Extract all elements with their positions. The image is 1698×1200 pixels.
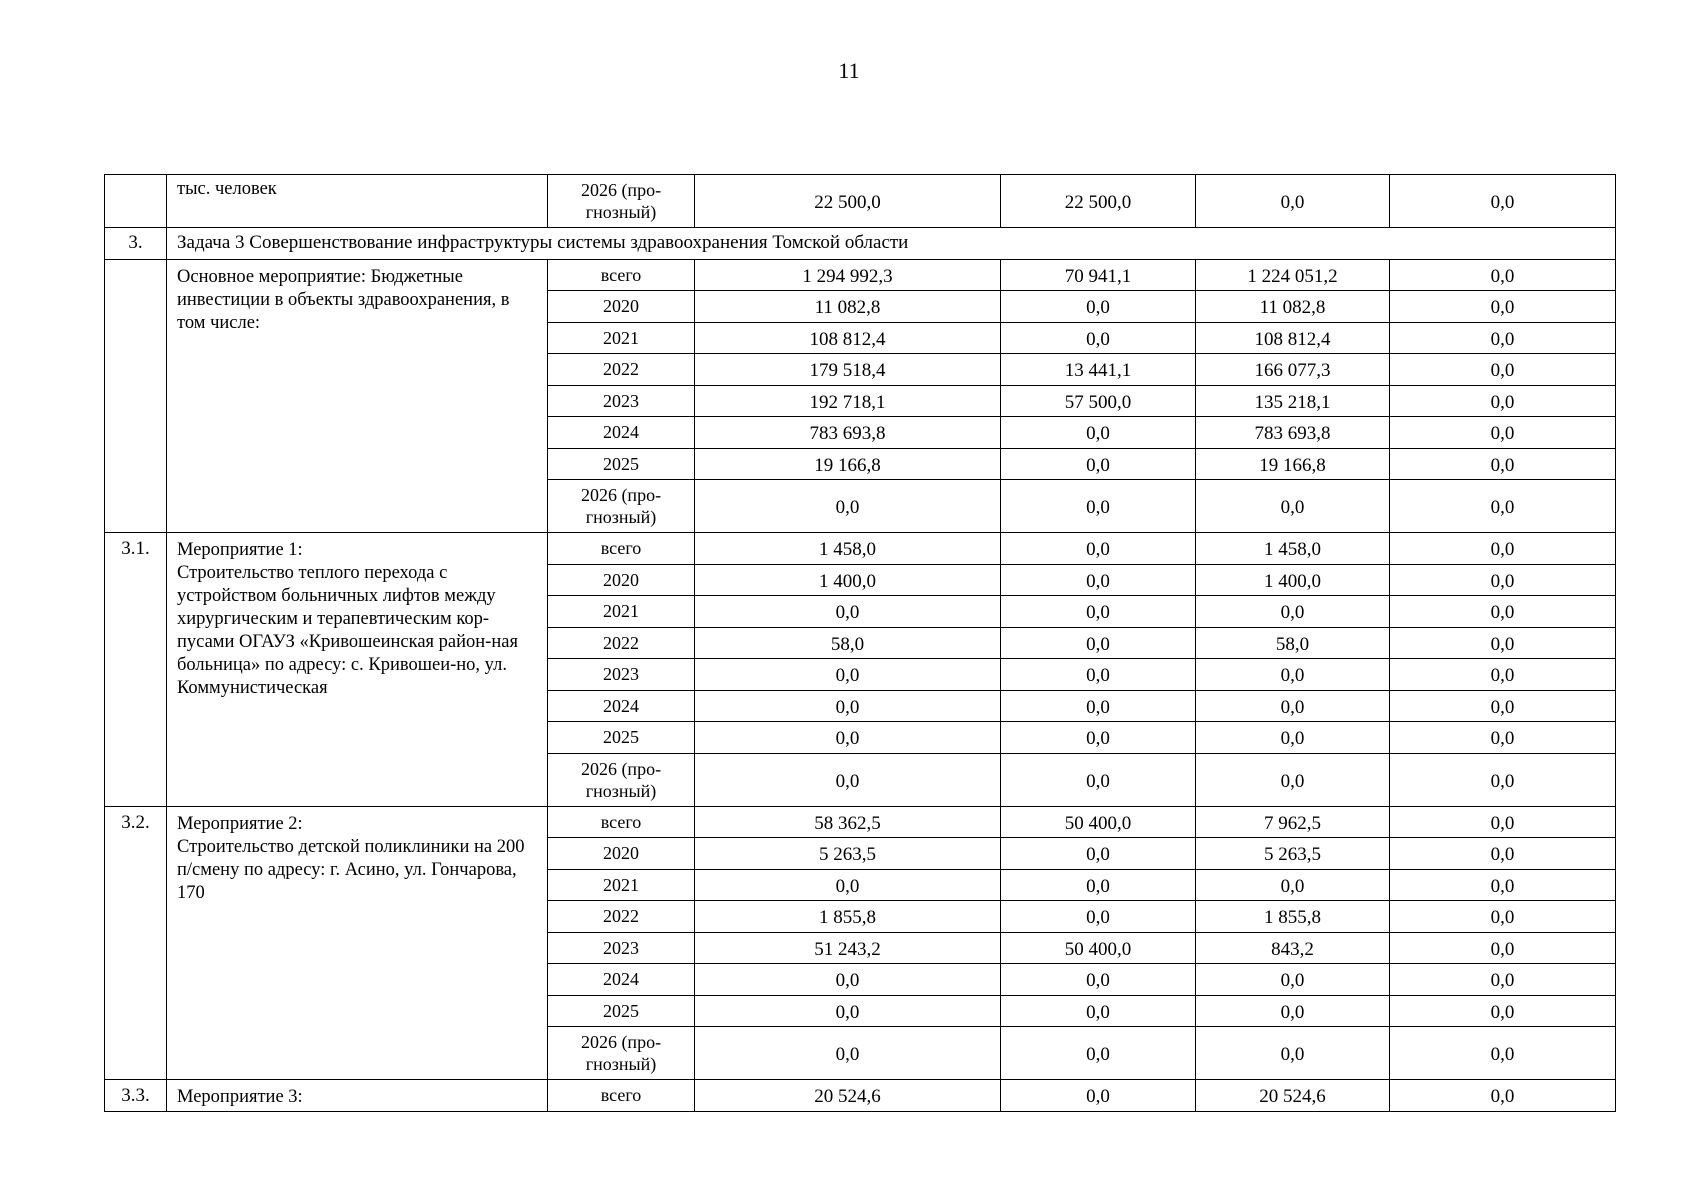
year-cell: 2021 <box>548 596 695 628</box>
year-cell: 2025 <box>548 722 695 754</box>
value-cell: 0,0 <box>1390 753 1616 806</box>
value-cell: 0,0 <box>1390 259 1616 291</box>
value-cell: 0,0 <box>1390 964 1616 996</box>
value-cell: 57 500,0 <box>1001 385 1196 417</box>
activity-name: Мероприятие 3: <box>167 1080 548 1112</box>
value-cell: 0,0 <box>1390 627 1616 659</box>
value-cell: 0,0 <box>1390 322 1616 354</box>
year-cell: 2024 <box>548 690 695 722</box>
year-cell: 2024 <box>548 964 695 996</box>
year-cell: 2026 (про- гнозный) <box>548 480 695 533</box>
value-cell: 1 400,0 <box>1196 564 1390 596</box>
value-cell: 108 812,4 <box>695 322 1001 354</box>
value-cell: 0,0 <box>695 659 1001 691</box>
value-cell: 70 941,1 <box>1001 259 1196 291</box>
value-cell: 0,0 <box>1001 690 1196 722</box>
value-cell: 0,0 <box>1196 175 1390 228</box>
year-cell: 2025 <box>548 995 695 1027</box>
row-number: 3.1. <box>105 533 167 807</box>
row-number <box>105 259 167 533</box>
value-cell: 0,0 <box>1001 753 1196 806</box>
value-cell: 0,0 <box>1001 659 1196 691</box>
value-cell: 0,0 <box>1390 533 1616 565</box>
value-cell: 50 400,0 <box>1001 932 1196 964</box>
value-cell: 0,0 <box>1390 480 1616 533</box>
value-cell: 0,0 <box>1196 722 1390 754</box>
year-cell: всего <box>548 259 695 291</box>
value-cell: 11 082,8 <box>695 291 1001 323</box>
year-cell: 2021 <box>548 869 695 901</box>
value-cell: 108 812,4 <box>1196 322 1390 354</box>
value-cell: 0,0 <box>695 596 1001 628</box>
value-cell: 0,0 <box>1390 291 1616 323</box>
value-cell: 1 458,0 <box>1196 533 1390 565</box>
table-row <box>105 175 1616 228</box>
task-title: Задача 3 Совершенствование инфраструктуры системы здравоохранения Томской области <box>167 228 1616 260</box>
value-cell: 20 524,6 <box>695 1080 1001 1112</box>
row-number: 3.3. <box>105 1080 167 1112</box>
value-cell: 0,0 <box>1196 596 1390 628</box>
year-cell: всего <box>548 533 695 565</box>
value-cell: 50 400,0 <box>1001 806 1196 838</box>
value-cell: 1 294 992,3 <box>695 259 1001 291</box>
row-number <box>105 175 167 228</box>
value-cell: 0,0 <box>695 722 1001 754</box>
value-cell: 1 224 051,2 <box>1196 259 1390 291</box>
value-cell: 0,0 <box>1390 806 1616 838</box>
value-cell: 0,0 <box>1001 417 1196 449</box>
year-cell: 2026 (про- гнозный) <box>548 753 695 806</box>
value-cell: 0,0 <box>1001 1080 1196 1112</box>
value-cell: 192 718,1 <box>695 385 1001 417</box>
value-cell: 0,0 <box>1390 659 1616 691</box>
value-cell: 0,0 <box>1390 596 1616 628</box>
activity-name: Основное мероприятие: Бюджетные инвестиции в объекты здравоохранения, в том числе: <box>167 259 548 533</box>
value-cell: 0,0 <box>1001 722 1196 754</box>
value-cell: 166 077,3 <box>1196 354 1390 386</box>
value-cell: 19 166,8 <box>1196 448 1390 480</box>
task-number: 3. <box>105 228 167 260</box>
value-cell: 58,0 <box>695 627 1001 659</box>
value-cell: 0,0 <box>1001 869 1196 901</box>
value-cell: 0,0 <box>695 480 1001 533</box>
value-cell: 0,0 <box>1390 690 1616 722</box>
page-number: 11 <box>838 58 860 83</box>
value-cell: 0,0 <box>1390 448 1616 480</box>
value-cell: 0,0 <box>1390 869 1616 901</box>
value-cell: 0,0 <box>1196 690 1390 722</box>
row-name: тыс. человек <box>167 175 548 228</box>
year-cell: 2021 <box>548 322 695 354</box>
value-cell: 179 518,4 <box>695 354 1001 386</box>
year-cell: 2020 <box>548 838 695 870</box>
year-cell: 2023 <box>548 932 695 964</box>
value-cell: 0,0 <box>1001 596 1196 628</box>
value-cell: 0,0 <box>1001 448 1196 480</box>
value-cell: 0,0 <box>1196 753 1390 806</box>
value-cell: 58,0 <box>1196 627 1390 659</box>
value-cell: 0,0 <box>1001 291 1196 323</box>
table-row <box>105 259 1616 291</box>
value-cell: 0,0 <box>1196 480 1390 533</box>
value-cell: 0,0 <box>1001 564 1196 596</box>
table-row <box>105 1080 1616 1112</box>
value-cell: 0,0 <box>1196 869 1390 901</box>
row-number: 3.2. <box>105 806 167 1080</box>
value-cell: 0,0 <box>695 964 1001 996</box>
value-cell: 135 218,1 <box>1196 385 1390 417</box>
task-row <box>105 228 1616 260</box>
year-cell: всего <box>548 1080 695 1112</box>
value-cell: 0,0 <box>1196 1027 1390 1080</box>
year-cell: 2025 <box>548 448 695 480</box>
value-cell: 0,0 <box>1390 932 1616 964</box>
year-cell: 2026 (про- гнозный) <box>548 1027 695 1080</box>
value-cell: 1 855,8 <box>1196 901 1390 933</box>
value-cell: 0,0 <box>1001 995 1196 1027</box>
year-cell: 2026 (про- гнозный) <box>548 175 695 228</box>
value-cell: 0,0 <box>1001 1027 1196 1080</box>
value-cell: 0,0 <box>1196 659 1390 691</box>
value-cell: 843,2 <box>1196 932 1390 964</box>
value-cell: 0,0 <box>695 1027 1001 1080</box>
value-cell: 0,0 <box>1390 417 1616 449</box>
value-cell: 7 962,5 <box>1196 806 1390 838</box>
value-cell: 1 400,0 <box>695 564 1001 596</box>
value-cell: 51 243,2 <box>695 932 1001 964</box>
value-cell: 0,0 <box>1390 354 1616 386</box>
value-cell: 0,0 <box>1001 838 1196 870</box>
value-cell: 0,0 <box>695 869 1001 901</box>
year-cell: 2024 <box>548 417 695 449</box>
value-cell: 19 166,8 <box>695 448 1001 480</box>
value-cell: 5 263,5 <box>695 838 1001 870</box>
value-cell: 0,0 <box>1390 995 1616 1027</box>
value-cell: 22 500,0 <box>695 175 1001 228</box>
year-cell: 2022 <box>548 627 695 659</box>
value-cell: 0,0 <box>1390 1080 1616 1112</box>
value-cell: 0,0 <box>1001 627 1196 659</box>
value-cell: 58 362,5 <box>695 806 1001 838</box>
budget-table <box>104 174 1616 1112</box>
value-cell: 5 263,5 <box>1196 838 1390 870</box>
activity-name: Мероприятие 2: Строительство детской поликлиники на 200 п/смену по адресу: г. Асино, ул. Гончарова, 170 <box>167 806 548 1080</box>
year-cell: всего <box>548 806 695 838</box>
value-cell: 0,0 <box>695 995 1001 1027</box>
value-cell: 0,0 <box>1390 1027 1616 1080</box>
year-cell: 2023 <box>548 659 695 691</box>
value-cell: 783 693,8 <box>1196 417 1390 449</box>
value-cell: 0,0 <box>1196 995 1390 1027</box>
year-cell: 2022 <box>548 354 695 386</box>
value-cell: 0,0 <box>1196 964 1390 996</box>
year-cell: 2020 <box>548 564 695 596</box>
value-cell: 1 855,8 <box>695 901 1001 933</box>
activity-name: Мероприятие 1: Строительство теплого перехода с устройством больничных лифтов между хирургическим и терапевтическим кор-пусами ОГАУЗ «Кривошеинская район-ная больница» по адресу: с. Кривошеи-но, ул. Коммунистическая <box>167 533 548 807</box>
table-row <box>105 806 1616 838</box>
value-cell: 783 693,8 <box>695 417 1001 449</box>
value-cell: 0,0 <box>1390 175 1616 228</box>
year-cell: 2020 <box>548 291 695 323</box>
year-cell: 2023 <box>548 385 695 417</box>
value-cell: 0,0 <box>1390 564 1616 596</box>
value-cell: 20 524,6 <box>1196 1080 1390 1112</box>
value-cell: 0,0 <box>695 690 1001 722</box>
value-cell: 0,0 <box>1001 322 1196 354</box>
value-cell: 1 458,0 <box>695 533 1001 565</box>
value-cell: 11 082,8 <box>1196 291 1390 323</box>
year-cell: 2022 <box>548 901 695 933</box>
value-cell: 0,0 <box>1390 385 1616 417</box>
value-cell: 0,0 <box>1390 901 1616 933</box>
value-cell: 13 441,1 <box>1001 354 1196 386</box>
value-cell: 0,0 <box>1390 722 1616 754</box>
value-cell: 0,0 <box>1001 964 1196 996</box>
value-cell: 0,0 <box>1001 480 1196 533</box>
value-cell: 0,0 <box>1001 901 1196 933</box>
table-row <box>105 533 1616 565</box>
value-cell: 0,0 <box>695 753 1001 806</box>
value-cell: 0,0 <box>1001 533 1196 565</box>
value-cell: 0,0 <box>1390 838 1616 870</box>
value-cell: 22 500,0 <box>1001 175 1196 228</box>
